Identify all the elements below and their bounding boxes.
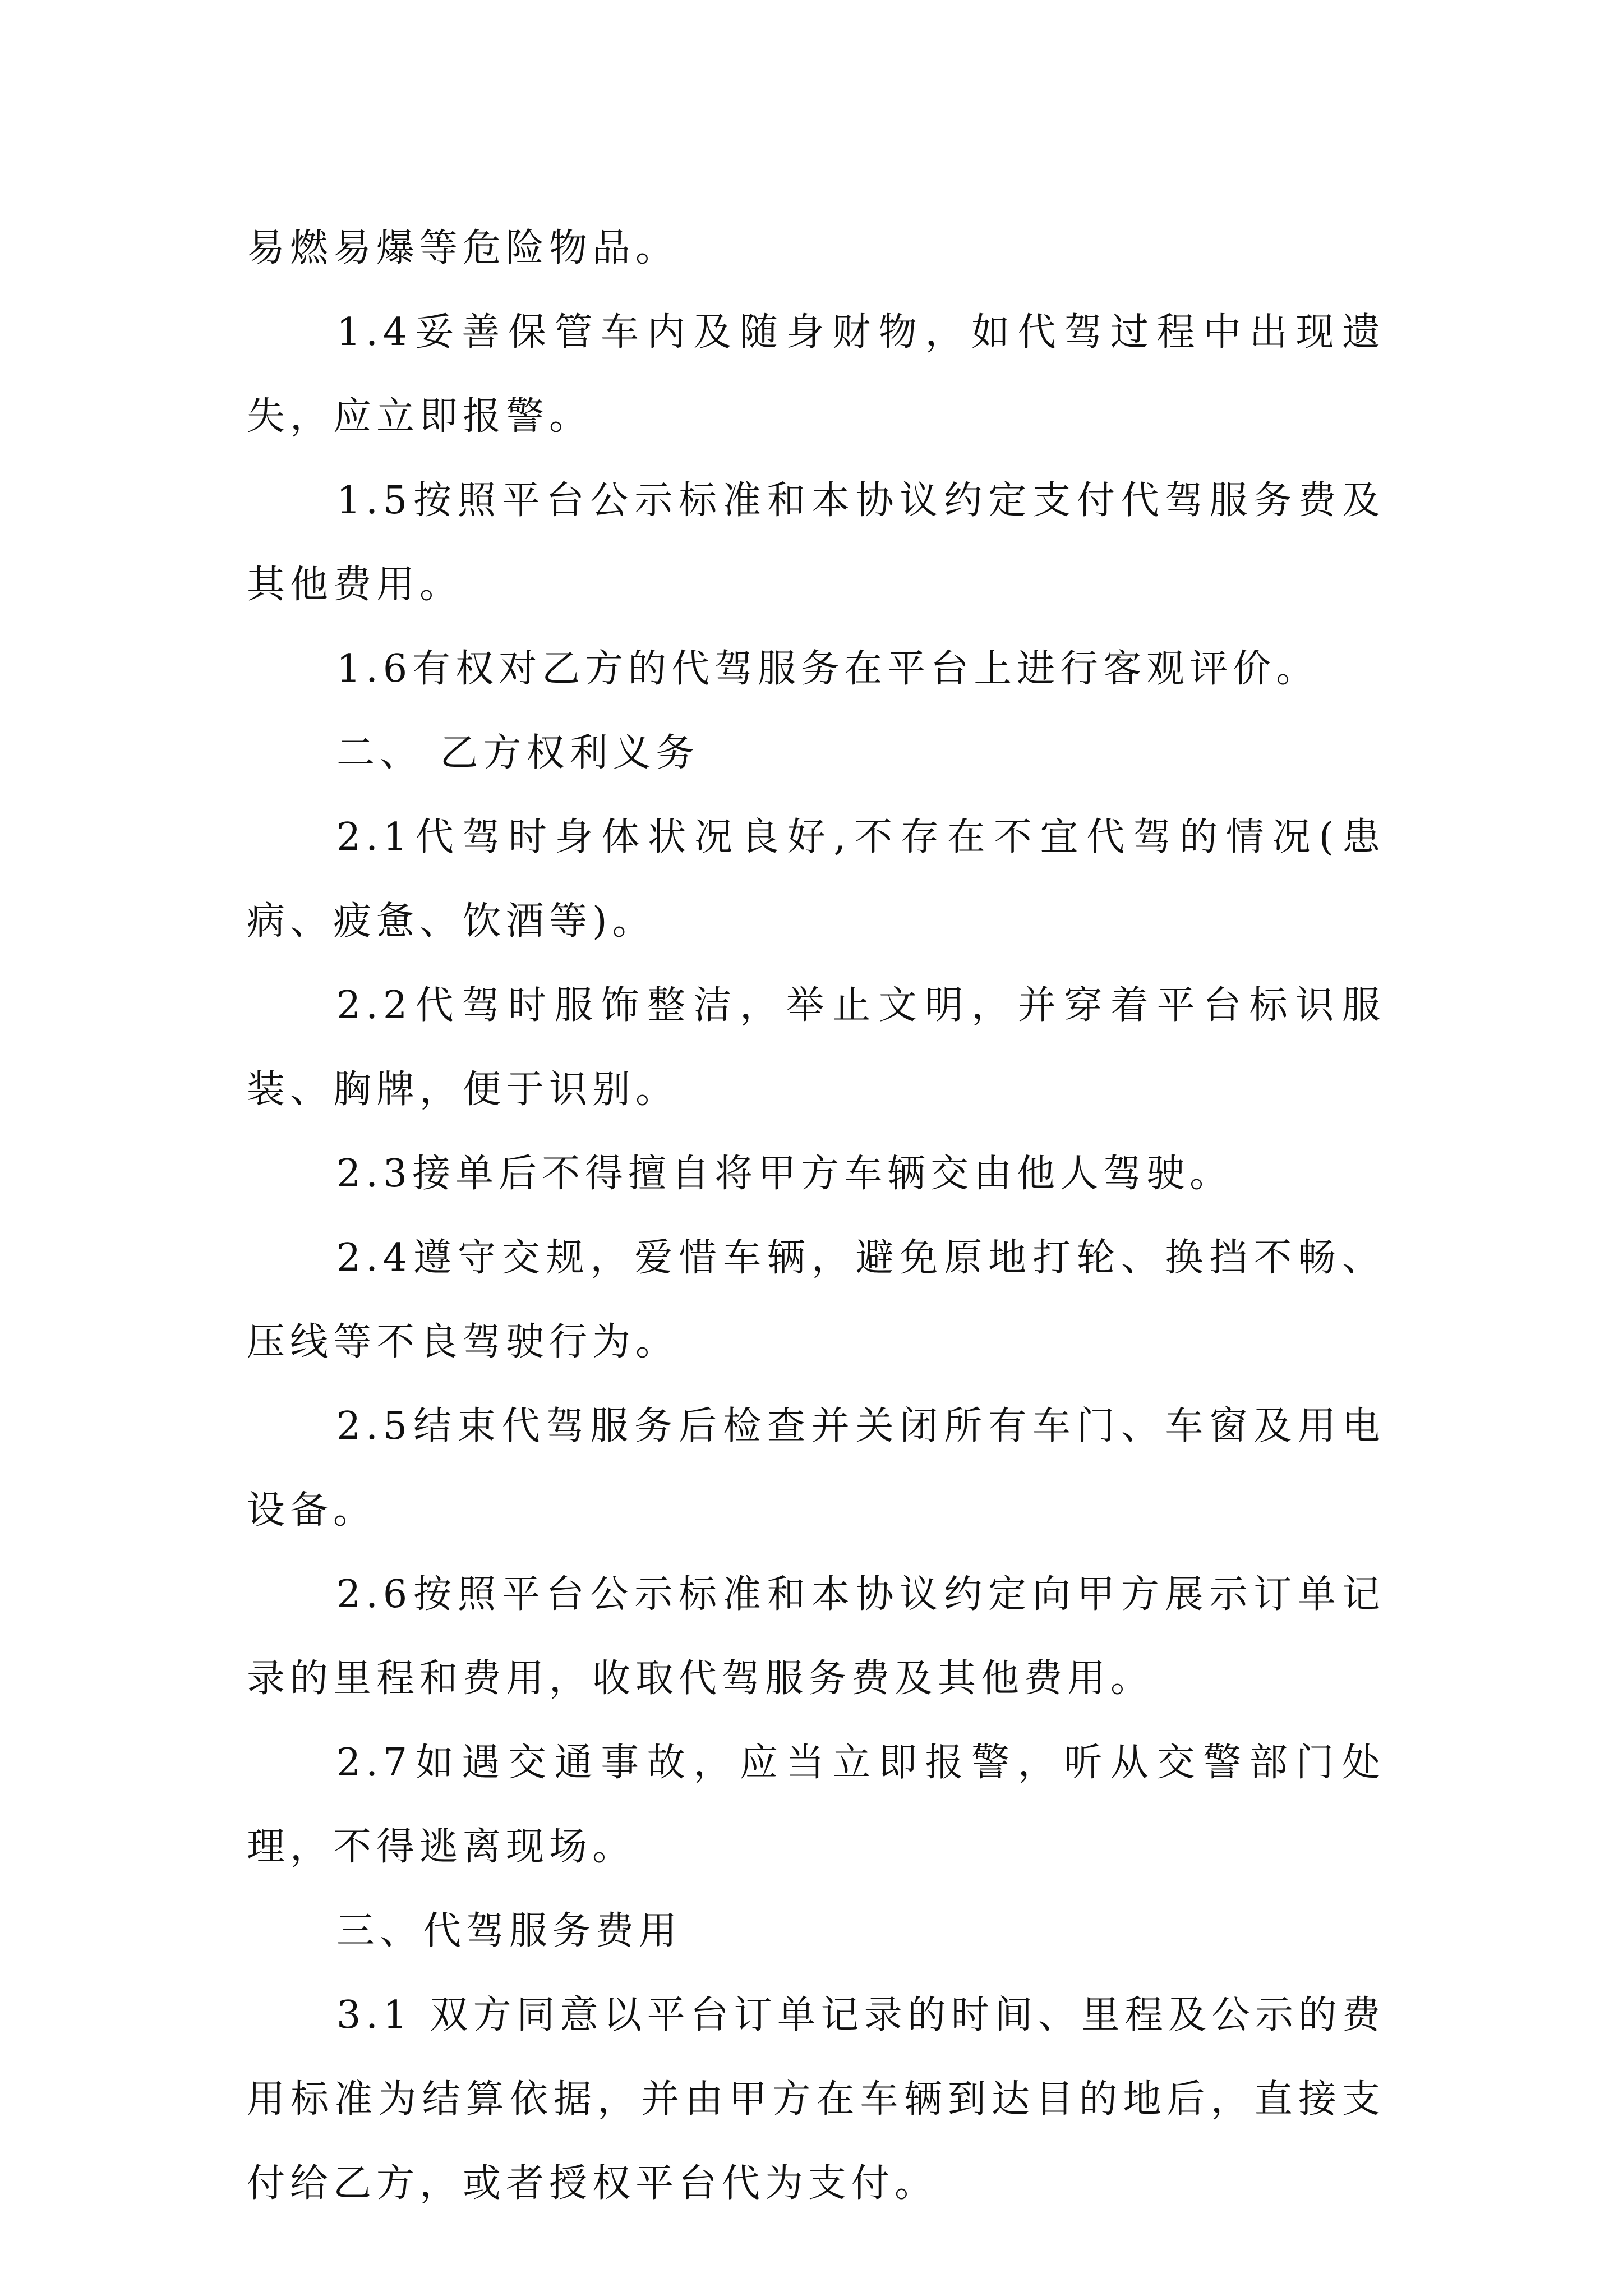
paragraph-2-3: 2.3接单后不得擅自将甲方车辆交由他人驾驶。 [336, 1152, 1233, 1196]
paragraph-1-6: 1.6有权对乙方的代驾服务在平台上进行客观评价。 [336, 647, 1320, 691]
paragraph-2-6: 2.6按照平台公示标准和本协议约定向甲方展示订单记录的里程和费用，收取代驾服务费及其他费用。 [247, 1572, 1385, 1701]
section-heading-service-fees: 三、代驾服务费用 [336, 1909, 683, 1953]
paragraph-1-5: 1.5按照平台公示标准和本协议约定支付代驾服务费及其他费用。 [247, 478, 1385, 607]
paragraph-2-2: 2.2代驾时服饰整洁，举止文明，并穿着平台标识服装、胸牌，便于识别。 [247, 983, 1385, 1112]
paragraph-2-4: 2.4遵守交规，爱惜车辆，避免原地打轮、换挡不畅、压线等不良驾驶行为。 [247, 1236, 1385, 1364]
section-heading-party-b: 二、 乙方权利义务 [336, 731, 699, 775]
paragraph-hazardous-items: 易燃易爆等危险物品。 [247, 226, 679, 270]
paragraph-2-7: 2.7如遇交通事故，应当立即报警，听从交警部门处理，不得逃离现场。 [247, 1741, 1385, 1869]
paragraph-2-1: 2.1代驾时身体状况良好,不存在不宜代驾的情况(患病、疲惫、饮酒等)。 [247, 815, 1385, 944]
paragraph-2-5: 2.5结束代驾服务后检查并关闭所有车门、车窗及用电设备。 [247, 1404, 1385, 1533]
paragraph-3-1: 3.1 双方同意以平台订单记录的时间、里程及公示的费用标准为结算依据，并由甲方在车辆到达目的地后，直接支付给乙方，或者授权平台代为支付。 [247, 1993, 1385, 2206]
paragraph-1-4: 1.4妥善保管车内及随身财物，如代驾过程中出现遗失，应立即报警。 [247, 310, 1385, 439]
document-body [247, 206, 1385, 2226]
